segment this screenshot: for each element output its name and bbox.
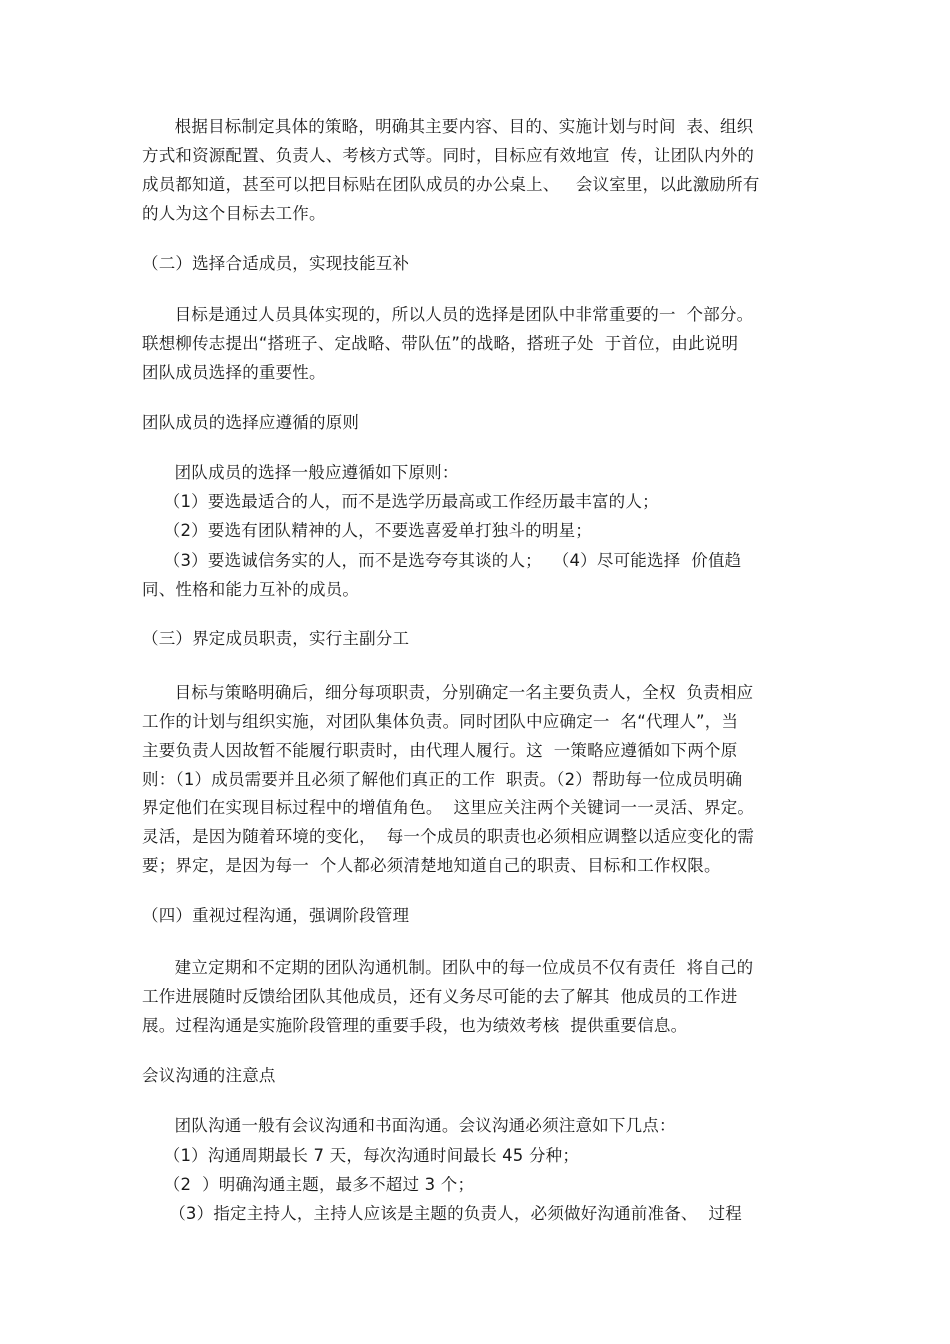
paragraph-line: 方式和资源配置、负责人、考核方式等。同时，目标应有效地宣 传，让团队内外的 — [142, 146, 755, 165]
paragraph-line: 工作进展随时反馈给团队其他成员，还有义务尽可能的去了解其 他成员的工作进 — [142, 987, 738, 1006]
paragraph-line: 界定他们在实现目标过程中的增值角色。 这里应关注两个关键词一一灵活、界定。 — [142, 798, 755, 817]
paragraph-line: 建立定期和不定期的团队沟通机制。团队中的每一位成员不仅有责任 将自己的 — [142, 958, 754, 977]
paragraph-line: 目标是通过人员具体实现的，所以人员的选择是团队中非常重要的一 个部分。 — [142, 305, 754, 324]
paragraph-line: 工作的计划与组织实施，对团队集体负责。同时团队中应确定一 名“代理人”，当 — [142, 712, 739, 731]
section-heading: （四）重视过程沟通，强调阶段管理 — [142, 906, 410, 925]
list-item: （3）要选诚信务实的人，而不是选夸夸其谈的人； （4）尽可能选择 价值趋 — [142, 551, 742, 570]
paragraph-line: 要；界定，是因为每一 个人都必须清楚地知道自己的职责、目标和工作权限。 — [142, 856, 721, 875]
paragraph-line: 根据目标制定具体的策略，明确其主要内容、目的、实施计划与时间 表、组织 — [142, 117, 754, 136]
paragraph-line: 同、性格和能力互补的成员。 — [142, 580, 360, 599]
section-heading: （三）界定成员职责，实行主副分工 — [142, 629, 410, 648]
list-item: （2 ）明确沟通主题，最多不超过 3 个； — [142, 1175, 475, 1194]
paragraph-line: 团队成员的选择一般应遵循如下原则： — [142, 463, 459, 482]
paragraph-line: 团队成员选择的重要性。 — [142, 363, 326, 382]
paragraph-line: 团队沟通一般有会议沟通和书面沟通。会议沟通必须注意如下几点： — [142, 1116, 676, 1135]
list-item: （2）要选有团队精神的人，不要选喜爱单打独斗的明星； — [142, 521, 592, 540]
paragraph-line: 成员都知道，甚至可以把目标贴在团队成员的办公桌上、 会议室里，以此激励所有 — [142, 175, 760, 194]
paragraph-line: 目标与策略明确后，细分每项职责，分别确定一名主要负责人，全权 负责相应 — [142, 683, 754, 702]
list-item: （3）指定主持人，主持人应该是主题的负责人，必须做好沟通前准备、 过程 — [142, 1204, 742, 1223]
paragraph-line: 灵活，是因为随着环境的变化， 每一个成员的职责也必须相应调整以适应变化的需 — [142, 827, 755, 846]
paragraph-line: 主要负责人因故暂不能履行职责时，由代理人履行。这 一策略应遵循如下两个原 — [142, 741, 738, 760]
paragraph-line: 展。过程沟通是实施阶段管理的重要手段，也为绩效考核 提供重要信息。 — [142, 1016, 688, 1035]
subsection-heading: 会议沟通的注意点 — [142, 1066, 276, 1085]
list-item: （1）要选最适合的人，而不是选学历最高或工作经历最丰富的人； — [142, 492, 659, 511]
paragraph-line: 则：（1）成员需要并且必须了解他们真正的工作 职责。（2）帮助每一位成员明确 — [142, 770, 743, 789]
paragraph-line: 的人为这个目标去工作。 — [142, 204, 326, 223]
subsection-heading: 团队成员的选择应遵循的原则 — [142, 413, 360, 432]
section-heading: （二）选择合适成员，实现技能互补 — [142, 254, 410, 273]
paragraph-line: 联想柳传志提出“搭班子、定战略、带队伍”的战略，搭班子处 于首位，由此说明 — [142, 334, 739, 353]
list-item: （1）沟通周期最长 7 天，每次沟通时间最长 45 分种； — [142, 1146, 580, 1165]
